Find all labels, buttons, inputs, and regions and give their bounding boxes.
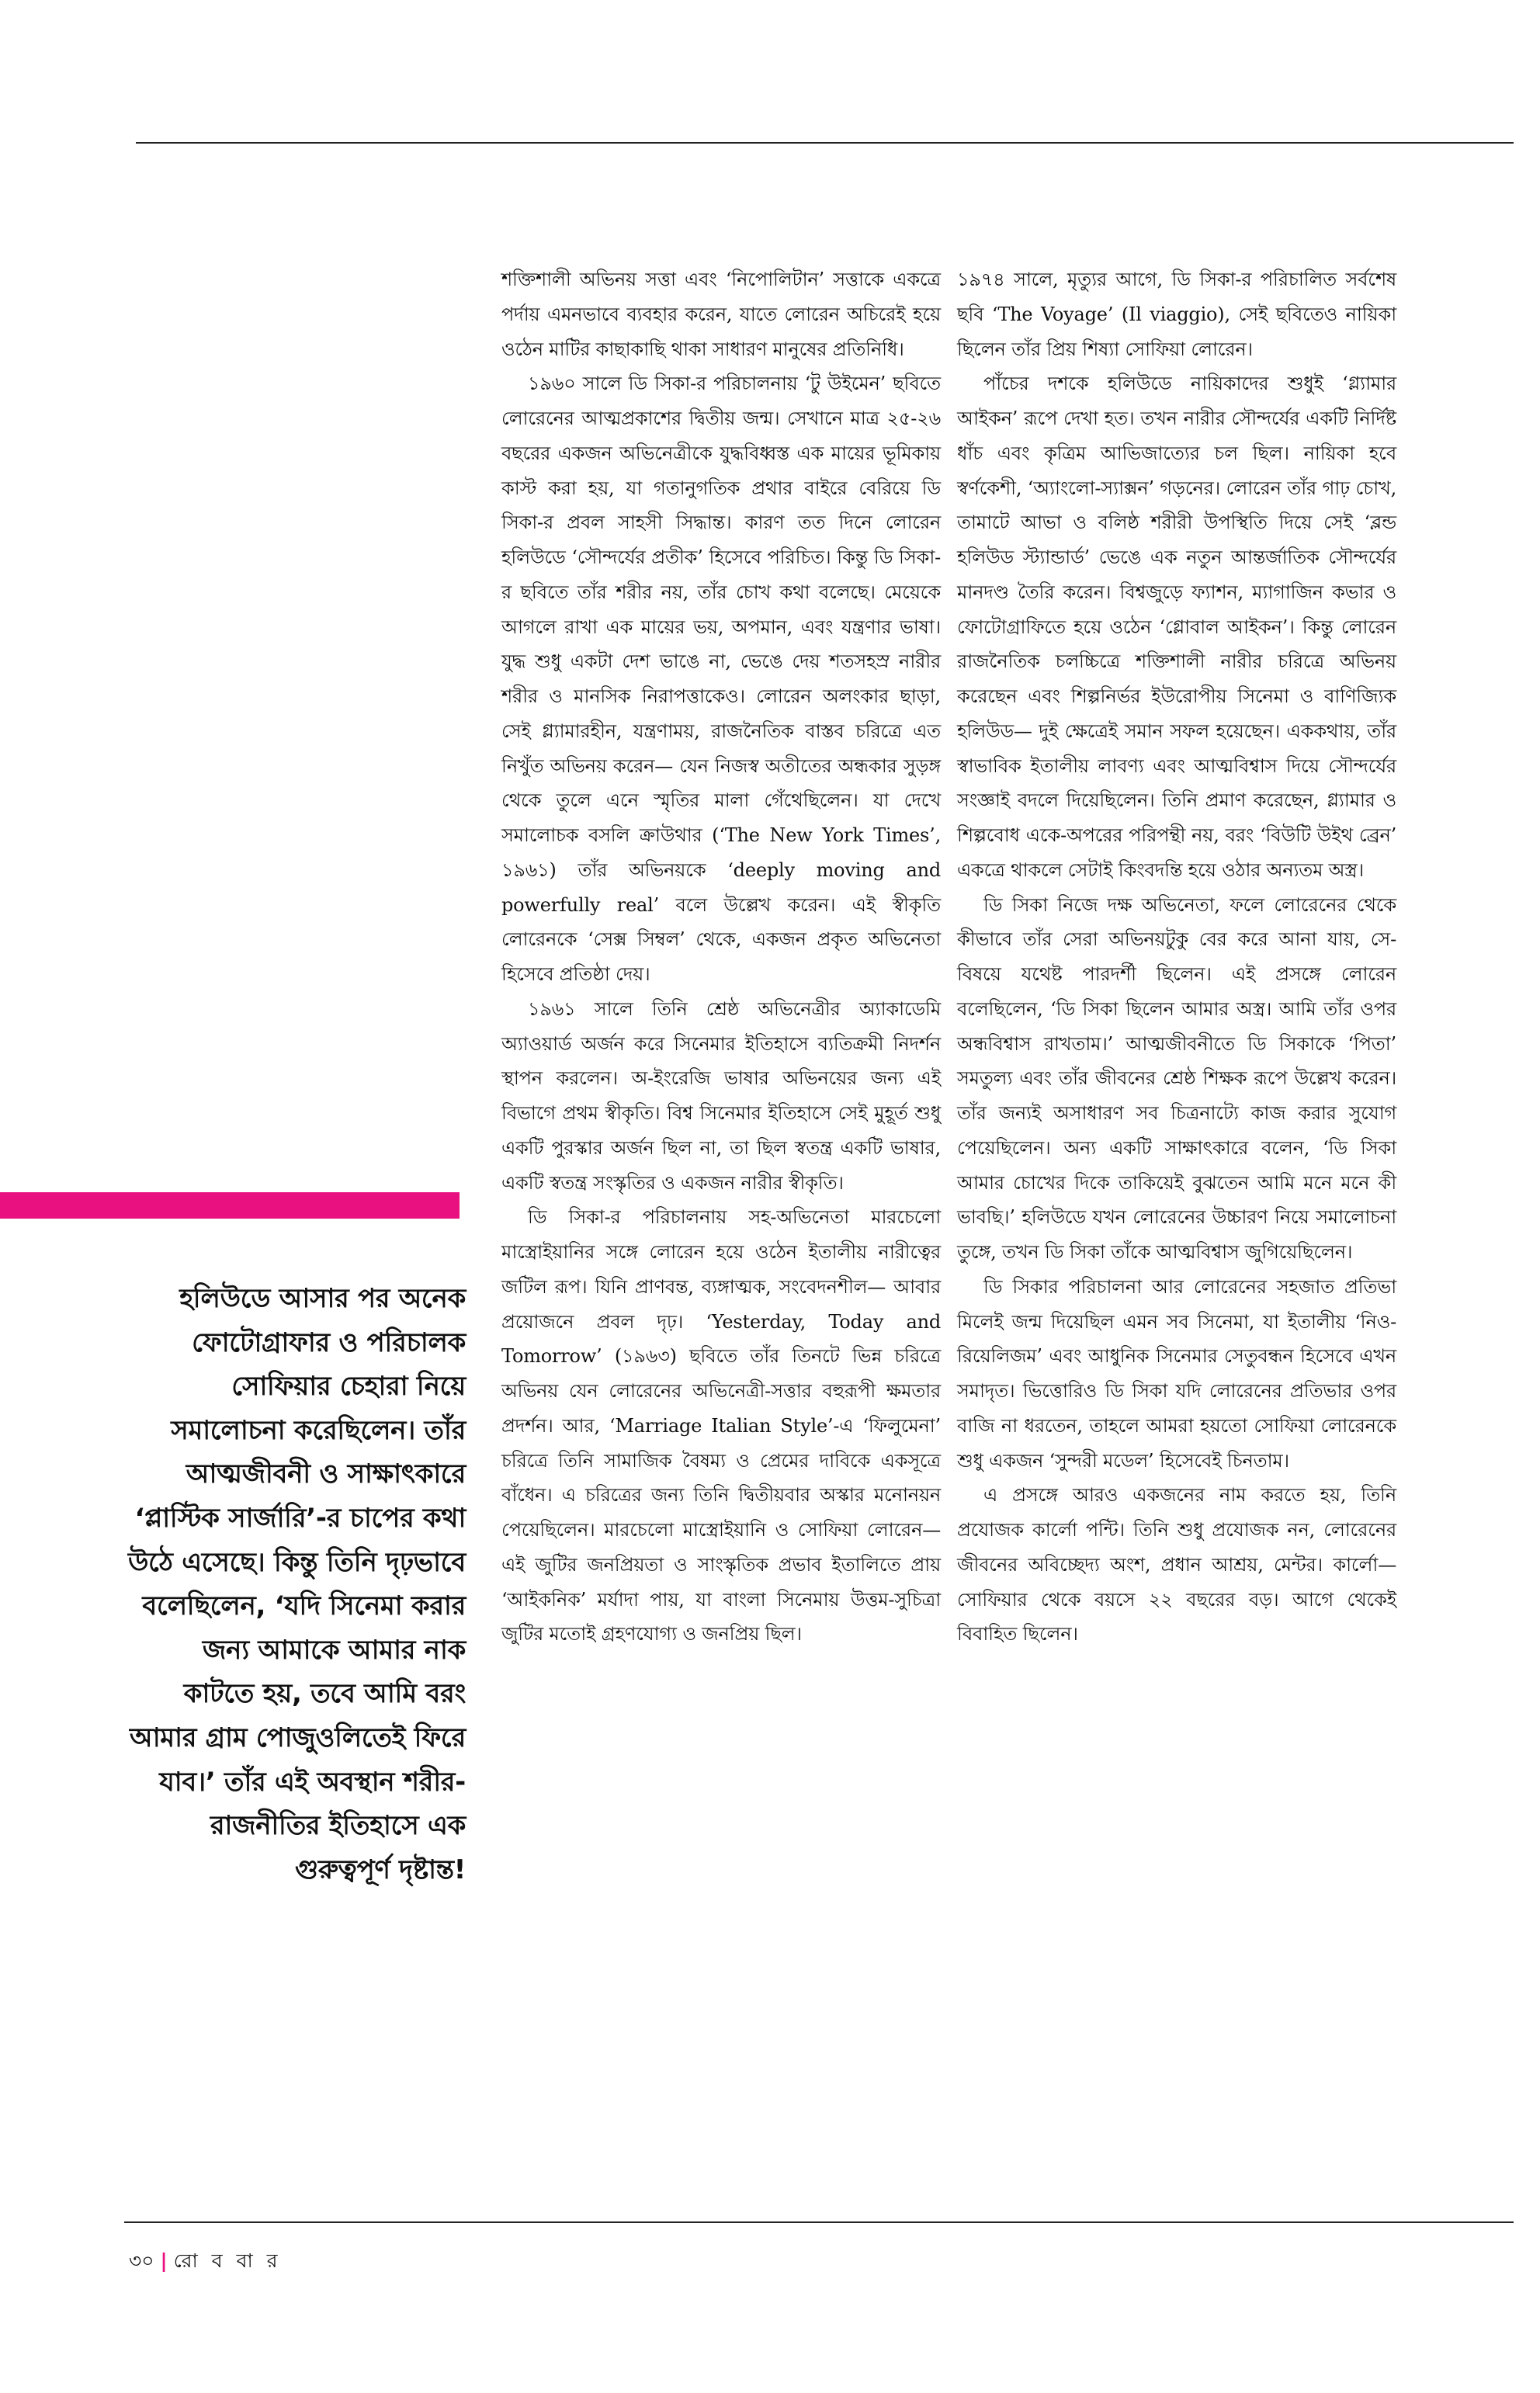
bottom-rule [124,2221,1514,2223]
paragraph: ১৯৬০ সালে ডি সিকা-র পরিচালনায় ‘টু উইমেন’ ছবিতে লোরেনের আত্মপ্রকাশের দ্বিতীয় জন্ম। সেখানে মাত্র ২৫-২৬ বছরের একজন অভিনেত্রীকে যুদ্ধবিধ্বস্ত এক মায়ের ভূমিকায় কাস্ট করা হয়, যা গতানুগতিক প্রথার বাইরে বেরিয়ে ডি সিকা-র প্রবল সাহসী সিদ্ধান্ত। কারণ তত দিনে লোরেন হলিউডে ‘সৌন্দর্যের প্রতীক’ হিসেবে পরিচিত। কিন্তু ডি সিকা-র ছবিতে তাঁর শরীর নয়, তাঁর চোখ কথা বলেছে। মেয়েকে আগলে রাখা এক মায়ের ভয়, অপমান, এবং যন্ত্রণার ভাষা। যুদ্ধ শুধু একটা দেশ ভাঙে না, ভেঙে দেয় শতসহস্র নারীর শরীর ও মানসিক নিরাপত্তাকেও। লোরেন অলংকার ছাড়া, সেই গ্ল্যামারহীন, যন্ত্রণাময়, রাজনৈতিক বাস্তব চরিত্রে এত নিখুঁত অভিনয় করেন— যেন নিজস্ব অতীতের অন্ধকার সুড়ঙ্গ থেকে তুলে এনে স্মৃতির মালা গেঁথেছিলেন। যা দেখে সমালোচক বসলি ক্রাউথার (‘The New York Times’, ১৯৬১) তাঁর অভিনয়কে ‘deeply moving and powerfully real’ বলে উল্লেখ করেন। এই স্বীকৃতি লোরেনকে ‘সেক্স সিম্বল’ থেকে, একজন প্রকৃত অভিনেতা হিসেবে প্রতিষ্ঠা দেয়। [501,373,941,985]
paragraph: ১৯৬১ সালে তিনি শ্রেষ্ঠ অভিনেত্রীর অ্যাকাডেমি অ্যাওয়ার্ড অর্জন করে সিনেমার ইতিহাসে ব্যতিক্রমী নিদর্শন স্থাপন করলেন। অ-ইংরেজি ভাষার অভিনয়ের জন্য এই বিভাগে প্রথম স্বীকৃতি। বিশ্ব সিনেমার ইতিহাসে সেই মুহূর্ত শুধু একটি পুরস্কার অর্জন ছিল না, তা ছিল স্বতন্ত্র একটি ভাষার, একটি স্বতন্ত্র সংস্কৃতির ও একজন নারীর স্বীকৃতি। [501,997,941,1194]
page-footer [129,2246,281,2279]
pull-quote: হলিউডে আসার পর অনেক ফোটোগ্রাফার ও পরিচালক সোফিয়ার চেহারা নিয়ে সমালোচনা করেছিলেন। তাঁর আত্মজীবনী ও সাক্ষাৎকারে ‘প্লাস্টিক সার্জারি’-র চাপের কথা উঠে এসেছে। কিন্তু তিনি দৃঢ়ভাবে বলেছিলেন, ‘যদি সিনেমা করার জন্য আমাকে আমার নাক কাটতে হয়, তবে আমি বরং আমার গ্রাম পোজুওলিতেই ফিরে যাব।’ তাঁর এই অবস্থান শরীর-রাজনীতির ইতিহাসে এক গুরুত্বপূর্ণ দৃষ্টান্ত! [127,1283,466,1885]
paragraph: ডি সিকা নিজে দক্ষ অভিনেতা, ফলে লোরেনের থেকে কীভাবে তাঁর সেরা অভিনয়টুকু বের করে আনা যায়, সে-বিষয়ে যথেষ্ট পারদর্শী ছিলেন। এই প্রসঙ্গে লোরেন বলেছিলেন, ‘ডি সিকা ছিলেন আমার অস্ত্র। আমি তাঁর ওপর অন্ধবিশ্বাস রাখতাম।’ আত্মজীবনীতে ডি সিকাকে ‘পিতা’ সমতুল্য এবং তাঁর জীবনের শ্রেষ্ঠ শিক্ষক রূপে উল্লেখ করেন। তাঁর জন্যই অসাধারণ সব চিত্রনাট্যে কাজ করার সুযোগ পেয়েছিলেন। অন্য একটি সাক্ষাৎকারে বলেন, ‘ডি সিকা আমার চোখের দিকে তাকিয়েই বুঝতেন আমি মনে মনে কী ভাবছি।’ হলিউডে যখন লোরেনের উচ্চারণ নিয়ে সমালোচনা তুঙ্গে, তখন ডি সিকা তাঁকে আত্মবিশ্বাস জুগিয়েছিলেন। [957,893,1396,1263]
article-column-middle [501,262,941,1652]
article-column-right [957,262,1396,1652]
top-rule [136,142,1514,144]
page-number: ৩০ [129,2249,154,2272]
pull-quote-accent-bar [0,1192,460,1219]
magazine-name: রো ব বা র [173,2249,282,2272]
footer-separator: | [160,2249,168,2272]
paragraph: পাঁচের দশকে হলিউডে নায়িকাদের শুধুই ‘গ্ল্যামার আইকন’ রূপে দেখা হত। তখন নারীর সৌন্দর্যের একটি নির্দিষ্ট ধাঁচ এবং কৃত্রিম আভিজাত্যের চল ছিল। নায়িকা হবে স্বর্ণকেশী, ‘অ্যাংলো-স্যাক্সন’ গড়নের। লোরেন তাঁর গাঢ় চোখ, তামাটে আভা ও বলিষ্ঠ শরীরী উপস্থিতি দিয়ে সেই ‘ব্লন্ড হলিউড স্ট্যান্ডার্ড’ ভেঙে এক নতুন আন্তর্জাতিক সৌন্দর্যের মানদণ্ড তৈরি করেন। বিশ্বজুড়ে ফ্যাশন, ম্যাগাজিন কভার ও ফোটোগ্রাফিতে হয়ে ওঠেন ‘গ্লোবাল আইকন’। কিন্তু লোরেন রাজনৈতিক চলচ্চিত্রে শক্তিশালী নারীর চরিত্রে অভিনয় করেছেন এবং শিল্পনির্ভর ইউরোপীয় সিনেমা ও বাণিজ্যিক হলিউড— দুই ক্ষেত্রেই সমান সফল হয়েছেন। এককথায়, তাঁর স্বাভাবিক ইতালীয় লাবণ্য এবং আত্মবিশ্বাস দিয়ে সৌন্দর্যের সংজ্ঞাই বদলে দিয়েছিলেন। তিনি প্রমাণ করেছেন, গ্ল্যামার ও শিল্পবোধ একে-অপরের পরিপন্থী নয়, বরং ‘বিউটি উইথ ব্রেন’ একত্রে থাকলে সেটাই কিংবদন্তি হয়ে ওঠার অন্যতম অস্ত্র। [957,373,1396,881]
paragraph: শক্তিশালী অভিনয় সত্তা এবং ‘নিপোলিটান’ সত্তাকে একত্রে পর্দায় এমনভাবে ব্যবহার করেন, যাতে লোরেন অচিরেই হয়ে ওঠেন মাটির কাছাকাছি থাকা সাধারণ মানুষের প্রতিনিধি। [501,269,941,360]
paragraph: এ প্রসঙ্গে আরও একজনের নাম করতে হয়, তিনি প্রযোজক কার্লো পন্টি। তিনি শুধু প্রযোজক নন, লোরেনের জীবনের অবিচ্ছেদ্য অংশ, প্রধান আশ্রয়, মেন্টর। কার্লো— সোফিয়ার থেকে বয়সে ২২ বছরের বড়। আগে থেকেই বিবাহিত ছিলেন। [957,1484,1396,1646]
paragraph: ডি সিকা-র পরিচালনায় সহ-অভিনেতা মারচেলো মাস্ত্রোইয়ানির সঙ্গে লোরেন হয়ে ওঠেন ইতালীয় নারীত্বের জটিল রূপ। যিনি প্রাণবন্ত, ব্যঙ্গাত্মক, সংবেদনশীল— আবার প্রয়োজনে প্রবল দৃঢ়। ‘Yesterday, Today and Tomorrow’ (১৯৬৩) ছবিতে তাঁর তিনটে ভিন্ন চরিত্রে অভিনয় যেন লোরেনের অভিনেত্রী-সত্তার বহুরূপী ক্ষমতার প্রদর্শন। আর, ‘Marriage Italian Style’-এ ‘ফিলুমেনা’ চরিত্রে তিনি সামাজিক বৈষম্য ও প্রেমের দাবিকে একসূত্রে বাঁধেন। এ চরিত্রের জন্য তিনি দ্বিতীয়বার অস্কার মনোনয়ন পেয়েছিলেন। মারচেলো মাস্ত্রোইয়ানি ও সোফিয়া লোরেন— এই জুটির জনপ্রিয়তা ও সাংস্কৃতিক প্রভাব ইতালিতে প্রায় ‘আইকনিক’ মর্যাদা পায়, যা বাংলা সিনেমায় উত্তম-সুচিত্রা জুটির মতোই গ্রহণযোগ্য ও জনপ্রিয় ছিল। [501,1206,941,1646]
paragraph: ১৯৭৪ সালে, মৃত্যুর আগে, ডি সিকা-র পরিচালিত সর্বশেষ ছবি ‘The Voyage’ (Il viaggio), সেই ছবিতেও নায়িকা ছিলেন তাঁর প্রিয় শিষ্যা সোফিয়া লোরেন। [957,269,1396,360]
paragraph: ডি সিকার পরিচালনা আর লোরেনের সহজাত প্রতিভা মিলেই জন্ম দিয়েছিল এমন সব সিনেমা, যা ইতালীয় ‘নিও-রিয়েলিজম’ এবং আধুনিক সিনেমার সেতুবন্ধন হিসেবে এখন সমাদৃত। ভিত্তোরিও ডি সিকা যদি লোরেনের প্রতিভার ওপর বাজি না ধরতেন, তাহলে আমরা হয়তো সোফিয়া লোরেনকে শুধু একজন ‘সুন্দরী মডেল’ হিসেবেই চিনতাম। [957,1275,1396,1472]
